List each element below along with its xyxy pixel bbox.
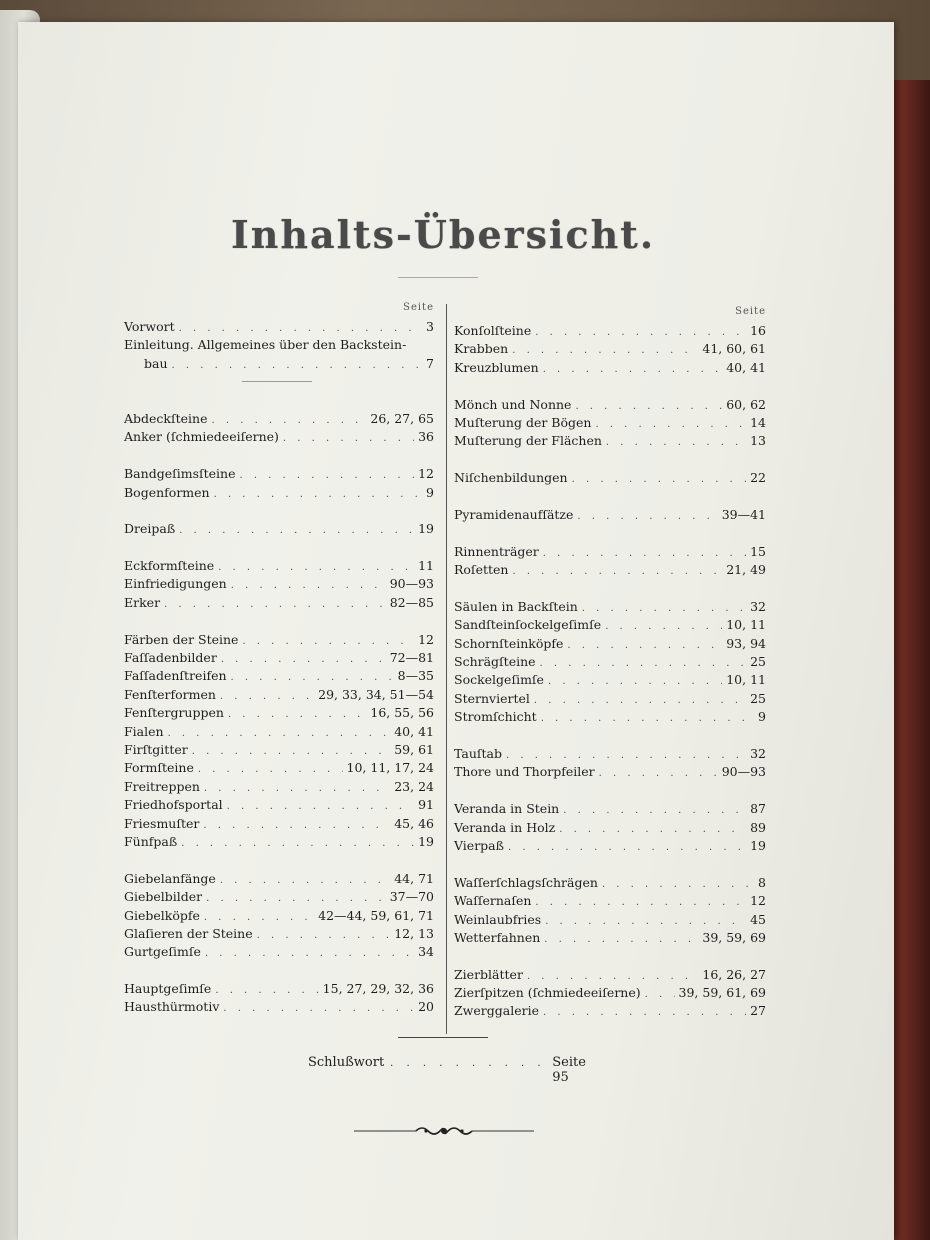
toc-entry — [124, 796, 434, 814]
toc-term: Fialen — [124, 723, 164, 739]
leader-dots — [572, 471, 746, 489]
toc-pages: 45, 46 — [394, 815, 434, 831]
block-gap — [454, 579, 766, 597]
block-gap — [454, 782, 766, 800]
toc-entry — [454, 929, 766, 947]
toc-term: Zierblätter — [454, 966, 523, 982]
toc-pages: 44, 71 — [394, 870, 434, 886]
toc-pages: 39, 59, 61, 69 — [678, 985, 766, 1001]
toc-entry — [454, 414, 766, 432]
leader-dots — [595, 416, 746, 434]
toc-term: Hausthürmotiv — [124, 999, 220, 1015]
toc-pages: 90—93 — [389, 576, 434, 592]
toc-pages: 15 — [750, 543, 766, 559]
toc-entry — [454, 690, 766, 708]
leader-dots — [605, 618, 722, 636]
toc-pages: 12, 13 — [394, 925, 434, 941]
toc-pages: 22 — [750, 470, 766, 486]
toc-entry — [124, 649, 434, 667]
toc-term: Giebelbilder — [124, 889, 203, 905]
toc-entry — [454, 671, 766, 689]
toc-term: Muſterung der Flächen — [454, 433, 602, 449]
toc-entry — [454, 432, 766, 450]
toc-entry — [124, 759, 434, 777]
toc-entry — [124, 465, 434, 483]
block-gap — [454, 855, 766, 873]
toc-entry — [124, 557, 434, 575]
leader-dots — [508, 839, 746, 857]
toc-entry — [124, 980, 434, 998]
toc-pages: 72—81 — [389, 650, 434, 666]
toc-term: Bogenformen — [124, 484, 210, 500]
toc-entry — [454, 763, 766, 781]
toc-entry — [454, 635, 766, 653]
toc-entry — [124, 318, 434, 336]
toc-term: Sandſteinſockelgeſimſe — [454, 617, 602, 633]
toc-entry — [124, 998, 434, 1016]
column-divider — [446, 304, 447, 1034]
leader-dots — [221, 651, 386, 669]
block-gap — [124, 447, 434, 465]
toc-term: bau — [144, 355, 168, 371]
toc-pages: 16 — [750, 323, 766, 338]
toc-entry — [124, 888, 434, 906]
toc-term: Pyramidenaufſätze — [454, 506, 574, 522]
toc-term: Freitreppen — [124, 778, 200, 794]
leader-dots — [543, 1004, 746, 1022]
leader-dots — [544, 931, 698, 949]
toc-entry — [124, 410, 434, 428]
schlusswort-page: Seite 95 — [552, 1055, 586, 1085]
leader-dots — [512, 342, 698, 360]
toc-term: Sternviertel — [454, 690, 530, 706]
leader-dots — [563, 802, 746, 820]
leader-dots — [602, 876, 754, 894]
toc-term: Zwerggalerie — [454, 1003, 539, 1019]
leader-dots — [575, 398, 722, 416]
leader-dots — [204, 780, 390, 798]
toc-pages: 93, 94 — [726, 635, 766, 651]
toc-term: Thore und Thorpfeiler — [454, 764, 595, 780]
right-column — [454, 302, 766, 1021]
left-column — [124, 302, 434, 1017]
toc-entry — [454, 543, 766, 561]
leader-dots — [283, 430, 414, 448]
toc-term: Gurtgeſimſe — [124, 944, 201, 960]
leader-dots — [543, 361, 723, 379]
toc-term: Firſtgitter — [124, 741, 188, 757]
toc-entry — [124, 815, 434, 833]
leader-dots — [548, 673, 722, 691]
toc-pages: 16, 26, 27 — [702, 966, 766, 982]
toc-term: Fenſtergruppen — [124, 705, 224, 721]
toc-pages: 19 — [750, 837, 766, 853]
toc-entry — [124, 870, 434, 888]
toc-term: Krabben — [454, 341, 509, 357]
toc-pages: 14 — [750, 414, 766, 430]
toc-entry — [454, 837, 766, 855]
toc-term: Zierſpitzen (ſchmiedeeiſerne) — [454, 985, 641, 1001]
toc-pages: 19 — [418, 833, 434, 849]
toc-pages: 40, 41 — [726, 359, 766, 375]
toc-term: Konſolſteine — [454, 323, 532, 338]
toc-term: Kreuzblumen — [454, 359, 539, 375]
toc-entry — [454, 340, 766, 358]
toc-pages: 25 — [750, 690, 766, 706]
leader-dots — [239, 467, 414, 485]
leader-dots — [205, 945, 414, 963]
toc-pages: 59, 61 — [394, 741, 434, 757]
leader-dots — [223, 1000, 414, 1018]
toc-entry — [124, 575, 434, 593]
toc-entry — [454, 984, 766, 1002]
toc-term: Waſſernaſen — [454, 893, 532, 909]
toc-pages: 9 — [758, 709, 766, 725]
toc-term: Glaſieren der Steine — [124, 925, 253, 941]
toc-pages: 13 — [750, 433, 766, 449]
leader-dots — [512, 563, 722, 581]
toc-pages: 32 — [750, 598, 766, 614]
block-gap — [124, 612, 434, 630]
toc-entry — [124, 704, 434, 722]
block-gap — [124, 539, 434, 557]
toc-pages: 12 — [418, 631, 434, 647]
toc-term: Fünfpaß — [124, 833, 178, 849]
toc-term: Dreipaß — [124, 521, 176, 537]
leader-dots — [242, 633, 414, 651]
toc-term: Friesmuſter — [124, 815, 200, 831]
toc-term: Einleitung. Allgemeines über den Backstein- — [124, 337, 407, 353]
toc-pages: 39, 59, 69 — [702, 929, 766, 945]
leader-dots — [541, 710, 754, 728]
toc-pages: 36 — [418, 429, 434, 445]
toc-term: Anker (ſchmiedeeiſerne) — [124, 429, 279, 445]
toc-term: Faſſadenbilder — [124, 650, 217, 666]
toc-entry — [124, 907, 434, 925]
toc-pages: 45 — [750, 911, 766, 927]
toc-entry — [454, 1002, 766, 1020]
block-gap — [454, 947, 766, 965]
block-gap — [124, 502, 434, 520]
toc-pages: 8 — [758, 874, 766, 890]
block-gap — [124, 373, 434, 391]
block-gap — [454, 451, 766, 469]
leader-dots — [164, 596, 386, 614]
leader-dots — [220, 688, 314, 706]
toc-pages: 42—44, 59, 61, 71 — [318, 907, 434, 923]
toc-term: Niſchenbildungen — [454, 470, 568, 486]
toc-pages: 40, 41 — [394, 723, 434, 739]
toc-term: Wetterfahnen — [454, 929, 541, 945]
leader-dots — [218, 559, 414, 577]
schlusswort-entry — [308, 1055, 588, 1085]
toc-pages: 11 — [418, 558, 434, 574]
toc-pages: 32 — [750, 745, 766, 761]
toc-term: Stromſchicht — [454, 709, 537, 725]
toc-entry — [454, 653, 766, 671]
toc-entry — [454, 874, 766, 892]
toc-term: Roſetten — [454, 562, 509, 578]
toc-entry — [124, 686, 434, 704]
toc-entry — [454, 800, 766, 818]
toc-pages: 21, 49 — [726, 562, 766, 578]
toc-pages: 12 — [418, 466, 434, 482]
toc-entry — [454, 359, 766, 377]
toc-term: Mönch und Nonne — [454, 396, 572, 412]
leader-dots — [203, 817, 390, 835]
toc-entry — [124, 778, 434, 796]
block-gap — [454, 377, 766, 395]
toc-pages: 16, 55, 56 — [370, 705, 434, 721]
toc-pages: 26, 27, 65 — [370, 410, 434, 426]
toc-term: Eckformſteine — [124, 558, 215, 574]
toc-term: Waſſerſchlagsſchrägen — [454, 874, 598, 890]
toc-term: Friedhofsportal — [124, 797, 223, 813]
toc-pages: 29, 33, 34, 51—54 — [318, 686, 434, 702]
toc-term: Tauſtab — [454, 745, 502, 761]
leader-dots — [559, 821, 746, 839]
block-gap — [454, 727, 766, 745]
leader-dots — [215, 982, 318, 1000]
toc-pages: 39—41 — [721, 506, 766, 522]
toc-term: Schrägſteine — [454, 654, 536, 670]
book-page — [18, 22, 894, 1240]
toc-entry — [124, 723, 434, 741]
toc-term: Veranda in Stein — [454, 801, 560, 817]
toc-entry — [454, 506, 766, 524]
toc-pages: 12 — [750, 893, 766, 909]
toc-term: Faſſadenſtreifen — [124, 668, 227, 684]
leader-dots — [567, 637, 722, 655]
toc-term: Muſterung der Bögen — [454, 414, 592, 430]
toc-entry — [454, 616, 766, 634]
leader-dots — [181, 835, 414, 853]
leader-dots — [228, 706, 366, 724]
toc-term: Bandgeſimsſteine — [124, 466, 236, 482]
leader-dots — [220, 872, 390, 890]
block-gap — [124, 851, 434, 869]
toc-pages: 90—93 — [721, 764, 766, 780]
leader-dots — [599, 765, 718, 783]
toc-entry — [124, 355, 434, 373]
leader-dots — [577, 508, 717, 526]
toc-entry — [124, 594, 434, 612]
toc-term: Färben der Steine — [124, 631, 239, 647]
toc-term: Giebelanfänge — [124, 870, 216, 886]
leader-dots — [179, 522, 414, 540]
toc-pages: 23, 24 — [394, 778, 434, 794]
toc-pages: 19 — [418, 521, 434, 537]
toc-term: Vierpaß — [454, 837, 504, 853]
toc-pages: 9 — [426, 484, 434, 500]
toc-term: Hauptgeſimſe — [124, 981, 212, 997]
toc-entry — [124, 833, 434, 851]
toc-pages: 15, 27, 29, 32, 36 — [322, 981, 434, 997]
seite-label: Seite — [403, 302, 434, 313]
toc-term: Rinnenträger — [454, 543, 539, 559]
toc-entry — [124, 428, 434, 446]
toc-pages: 34 — [418, 944, 434, 960]
toc-pages: 7 — [426, 355, 434, 371]
toc-term: Einfriedigungen — [124, 576, 227, 592]
toc-term: Säulen in Backſtein — [454, 598, 578, 614]
leader-dots — [535, 894, 746, 912]
leader-dots — [645, 986, 675, 1004]
toc-term: Erker — [124, 594, 161, 610]
toc-entry — [124, 943, 434, 961]
toc-entry — [454, 322, 766, 340]
toc-pages: 3 — [426, 319, 434, 334]
toc-pages: 37—70 — [389, 889, 434, 905]
toc-entry — [454, 561, 766, 579]
block-gap — [454, 488, 766, 506]
toc-entry — [454, 892, 766, 910]
toc-entry — [124, 741, 434, 759]
toc-pages: 91 — [418, 797, 434, 813]
toc-entry — [454, 396, 766, 414]
schlusswort-term: Schlußwort — [308, 1055, 385, 1070]
toc-term: Weinlaubfries — [454, 911, 542, 927]
leader-dots — [214, 486, 422, 504]
toc-entry — [124, 667, 434, 685]
toc-entry — [454, 745, 766, 763]
toc-entry — [124, 484, 434, 502]
toc-term: Veranda in Holz — [454, 819, 556, 835]
block-gap — [124, 392, 434, 410]
leader-dots — [606, 434, 746, 452]
toc-term: Sockelgeſimſe — [454, 672, 544, 688]
toc-pages: 27 — [750, 1003, 766, 1019]
leader-dots — [198, 761, 343, 779]
toc-pages: 10, 11 — [726, 672, 766, 688]
leader-dots — [534, 692, 746, 710]
toc-term: Vorwort — [124, 319, 175, 334]
footer-rule — [398, 1037, 488, 1038]
toc-entry — [454, 708, 766, 726]
leader-dots — [231, 577, 386, 595]
toc-term: Formſteine — [124, 760, 194, 776]
page-title: Inhalts-Übersicht. — [230, 212, 656, 257]
toc-term: Abdeckſteine — [124, 410, 208, 426]
toc-term: Schornſteinköpfe — [454, 635, 564, 651]
toc-pages: 8—35 — [397, 668, 434, 684]
toc-entry — [124, 336, 434, 354]
block-gap — [454, 524, 766, 542]
toc-entry — [124, 631, 434, 649]
leader-dots — [582, 600, 746, 618]
toc-pages: 87 — [750, 801, 766, 817]
leader-dots — [227, 798, 414, 816]
toc-entry — [454, 966, 766, 984]
leader-dots — [390, 1058, 546, 1069]
toc-entry — [124, 925, 434, 943]
toc-entry — [454, 598, 766, 616]
toc-pages: 10, 11, 17, 24 — [346, 760, 434, 776]
toc-entry — [454, 469, 766, 487]
block-gap — [124, 962, 434, 980]
toc-pages: 10, 11 — [726, 617, 766, 633]
toc-entry — [124, 520, 434, 538]
toc-pages: 89 — [750, 819, 766, 835]
leader-dots — [543, 545, 746, 563]
toc-pages: 82—85 — [389, 594, 434, 610]
toc-entry — [454, 911, 766, 929]
toc-pages: 41, 60, 61 — [702, 341, 766, 357]
leader-dots — [540, 655, 747, 673]
toc-term: Giebelköpfe — [124, 907, 200, 923]
toc-pages: 25 — [750, 654, 766, 670]
toc-pages: 20 — [418, 999, 434, 1015]
toc-entry — [454, 819, 766, 837]
toc-pages: 60, 62 — [726, 396, 766, 412]
leader-dots — [168, 725, 391, 743]
ornament-icon — [354, 1122, 534, 1140]
seite-label: Seite — [735, 306, 766, 317]
leader-dots — [257, 927, 391, 945]
title-rule — [398, 277, 478, 278]
toc-term: Fenſterformen — [124, 686, 216, 702]
